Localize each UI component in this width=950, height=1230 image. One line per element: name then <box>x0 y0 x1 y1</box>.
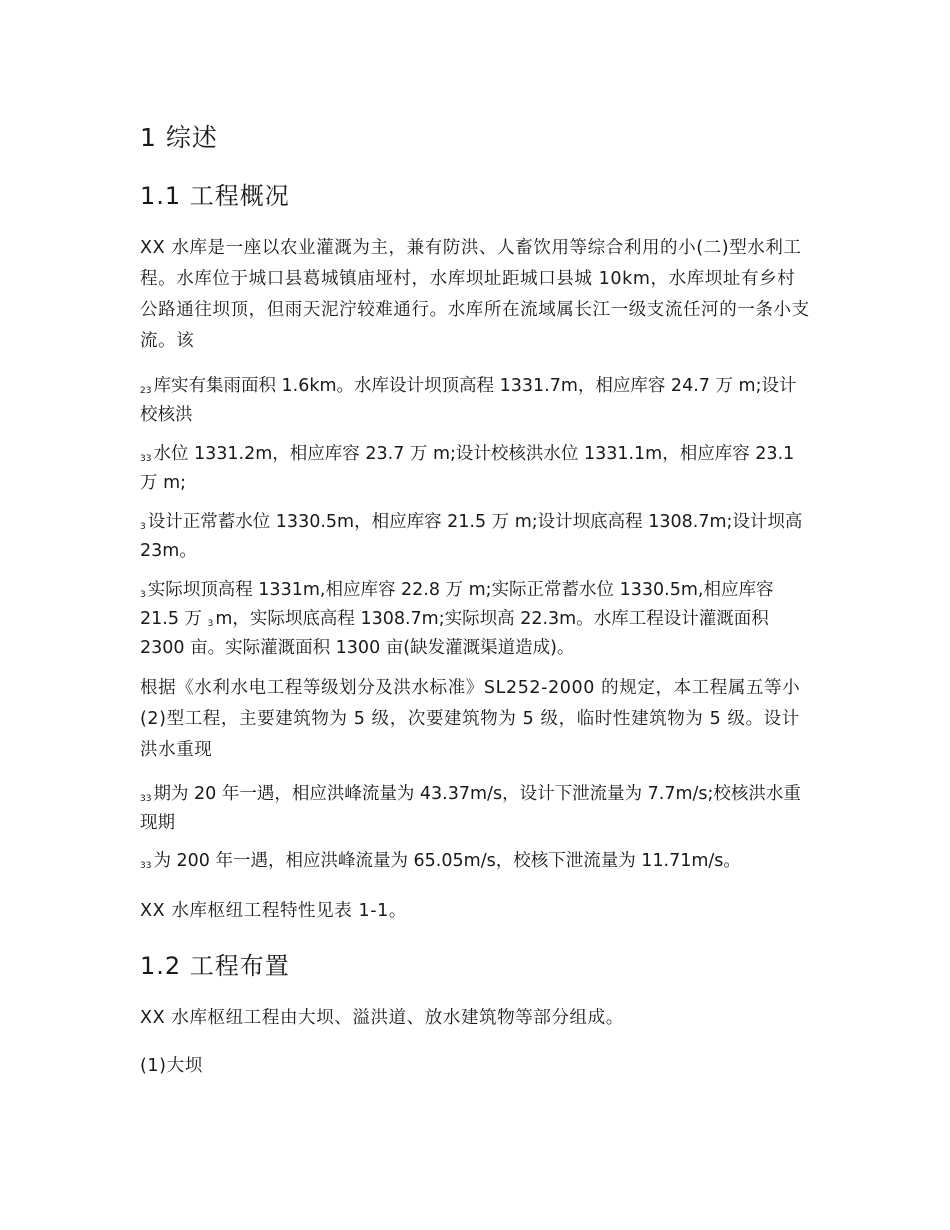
paragraph-components: XX 水库枢纽工程由大坝、溢洪道、放水建筑物等部分组成。 <box>140 1008 624 1028</box>
paragraph-normal-water-level <box>140 510 812 563</box>
heading-1-overview: 1 综述 <box>140 123 218 152</box>
paragraph-check-flood-level <box>140 442 812 495</box>
paragraph-text: 实际坝顶高程 1331m,相应库容 22.8 万 m;实际正常蓄水位 1330.5m,相应库容 21.5 万 <box>140 580 774 629</box>
superscript-marker: 33 <box>140 454 152 464</box>
heading-1-1-project-overview: 1.1 工程概况 <box>140 182 290 210</box>
superscript-marker: 3 <box>140 522 146 532</box>
superscript-marker: 23 <box>140 386 152 396</box>
paragraph-reservoir-intro: XX 水库是一座以农业灌溉为主，兼有防洪、人畜饮用等综合利用的小(二)型水利工程。水库位于城口县葛城镇庙垭村，水库坝址距城口县城 10km，水库坝址有乡村公路通往坝顶，但雨天泥泞较难通行。水库所在流域属长江一级支流任河的一条小支流。该 <box>140 238 810 351</box>
paragraph-text: 为 200 年一遇，相应洪峰流量为 65.05m/s，校核下泄流量为 11.71m/s。 <box>153 851 741 871</box>
paragraph-table-reference: XX 水库枢纽工程特性见表 1-1。 <box>140 901 407 921</box>
paragraph-text: 库实有集雨面积 1.6km。水库设计坝顶高程 1331.7m，相应库容 24.7 万 m;设计校核洪 <box>140 376 797 425</box>
superscript-marker: 33 <box>140 861 152 871</box>
paragraph-dam-item: (1)大坝 <box>140 1056 203 1076</box>
heading-1-2-project-layout: 1.2 工程布置 <box>140 952 290 980</box>
superscript-marker: 33 <box>140 794 152 804</box>
paragraph-text: m，实际坝底高程 1308.7m;实际坝高 22.3m。水库工程设计灌溉面积 2300 亩。实际灌溉面积 1300 亩(缺发灌溉渠道造成)。 <box>140 609 769 658</box>
paragraph-grade-standard: 根据《水利水电工程等级划分及洪水标准》SL252-2000 的规定，本工程属五等小(2)型工程，主要建筑物为 5 级，次要建筑物为 5 级，临时性建筑物为 5 级。设计洪水重现 <box>140 678 801 760</box>
superscript-marker: 3 <box>140 590 146 600</box>
paragraph-catchment-area <box>140 374 812 427</box>
superscript-marker: 3 <box>207 619 214 629</box>
paragraph-text: 设计正常蓄水位 1330.5m，相应库容 21.5 万 m;设计坝底高程 1308.7m;设计坝高 23m。 <box>140 512 803 561</box>
paragraph-text: 水位 1331.2m，相应库容 23.7 万 m;设计校核洪水位 1331.1m，相应库容 23.1 万 m; <box>140 444 795 493</box>
paragraph-check-flood <box>140 849 812 878</box>
paragraph-actual-dam <box>140 578 812 660</box>
paragraph-text: 期为 20 年一遇，相应洪峰流量为 43.37m/s，设计下泄流量为 7.7m/s;校核洪水重现期 <box>140 784 801 833</box>
paragraph-design-flood <box>140 782 812 835</box>
